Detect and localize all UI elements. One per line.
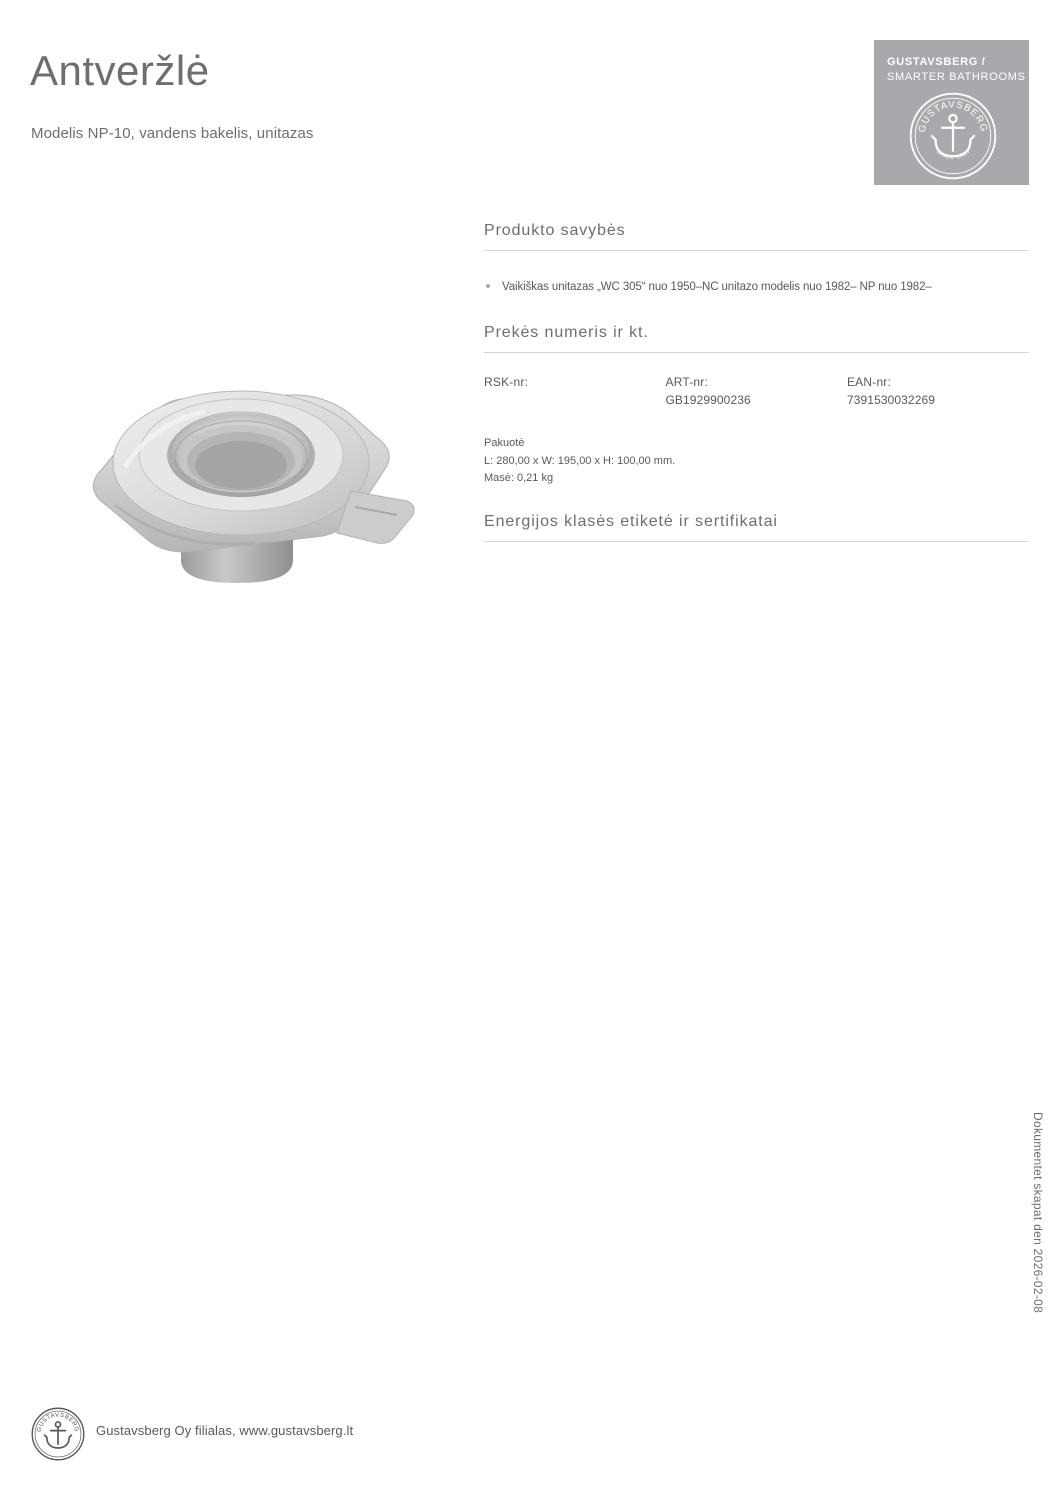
feature-text: Vaikiškas unitazas „WC 305“ nuo 1950–NC unitazo modelis nuo 1982– NP nuo 1982– — [502, 281, 932, 293]
product-photo — [55, 355, 425, 605]
packaging-title: Pakuotė — [484, 437, 525, 450]
packaging-dimensions: L: 280,00 x W: 195,00 x H: 100,00 mm. — [484, 455, 676, 468]
section-heading-features: Produkto savybės — [484, 222, 626, 239]
art-label: ART-nr: — [665, 375, 709, 390]
page-header — [0, 0, 1059, 190]
page-title: Antveržlė — [30, 47, 210, 94]
brand-logo-block — [874, 40, 1029, 185]
packaging-weight: Masė: 0,21 kg — [484, 472, 554, 485]
svg-text:GUSTAVSBERG: GUSTAVSBERG — [916, 99, 990, 134]
section-heading-energy: Energijos klasės etiketė ir sertifikatai — [484, 513, 778, 531]
footer-anchor-seal-icon — [30, 1406, 86, 1462]
footer-company-text: Gustavsberg Oy filialas, www.gustavsberg.lt — [96, 1423, 354, 1438]
ean-number-column — [847, 375, 1028, 407]
ean-label: EAN-nr: — [846, 375, 892, 390]
divider — [484, 541, 1029, 542]
svg-text:SINCE 1825: SINCE 1825 — [934, 148, 972, 162]
ean-value: 7391530032269 — [846, 393, 936, 408]
feature-list — [484, 279, 1029, 296]
divider — [484, 352, 1029, 353]
section-heading-numbers: Prekės numeris ir kt. — [484, 324, 649, 342]
brand-line-secondary: SMARTER BATHROOMS — [887, 71, 1026, 83]
rsk-number-column — [484, 375, 665, 407]
svg-text:GUSTAVSBERG: GUSTAVSBERG — [35, 1411, 81, 1433]
bullet-icon — [486, 284, 490, 288]
anchor-seal-icon — [907, 90, 999, 182]
article-numbers — [484, 375, 1029, 407]
list-item — [484, 279, 1029, 296]
page-footer — [0, 1378, 1059, 1498]
art-number-column — [665, 375, 846, 407]
page-subtitle: Modelis NP-10, vandens bakelis, unitazas — [31, 125, 314, 142]
art-value: GB1929900236 — [665, 393, 751, 408]
document-date-sidenote: Dokumentet skapat den 2026-02-08 — [1031, 1112, 1045, 1314]
rsk-label: RSK-nr: — [484, 375, 529, 390]
divider — [484, 250, 1029, 251]
packaging-info — [484, 435, 1029, 487]
product-details — [484, 222, 1029, 542]
brand-line-primary: GUSTAVSBERG / — [887, 56, 986, 68]
